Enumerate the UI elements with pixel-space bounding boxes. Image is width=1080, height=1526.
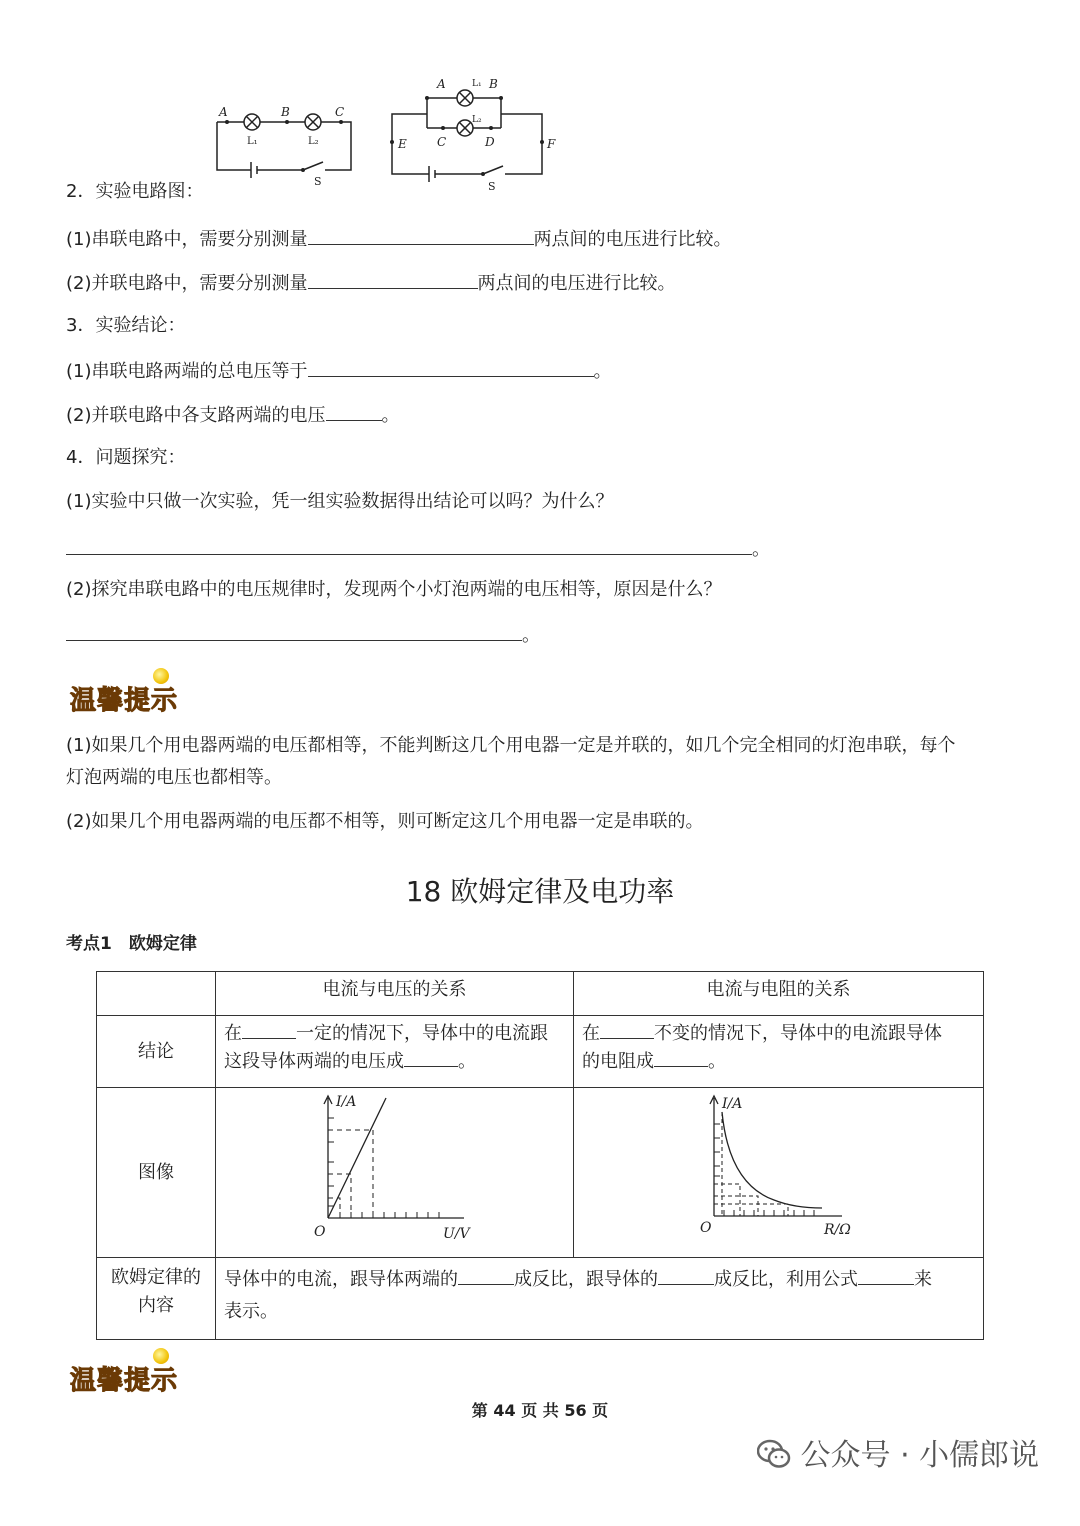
ohms-law-table (96, 971, 984, 1340)
table-header-current-voltage: 电流与电压的关系 (216, 972, 574, 1016)
answer-line-4-1: 。 (66, 536, 770, 562)
ohms-law-content-cell: 导体中的电流，跟导体两端的 成反比，跟导体的 成反比，利用公式 来 表示。 (216, 1258, 984, 1340)
graph1-x-label: U/V (443, 1226, 470, 1242)
row-label-conclusion: 结论 (97, 1016, 216, 1088)
point-f-label: F (547, 137, 556, 151)
graph2-x-label: R/Ω (824, 1222, 851, 1238)
tip-1-line-3: (2)如果几个用电器两端的电压都不相等，则可断定这几个用电器一定是串联的。 (66, 811, 704, 832)
question-2-1: (1)串联电路中，需要分别测量 两点间的电压进行比较。 (66, 226, 732, 252)
tip-1-line-2: 灯泡两端的电压也都相等。 (66, 767, 282, 788)
answer-blank[interactable] (308, 358, 594, 377)
series-circuit-diagram (205, 100, 365, 190)
tip-badge-2: 温馨提示 (70, 1356, 185, 1396)
point-c-label: C (437, 135, 447, 149)
graph-i-vs-u (216, 1088, 573, 1256)
question-2-2: (2)并联电路中，需要分别测量 两点间的电压进行比较。 (66, 270, 676, 296)
answer-blank[interactable] (404, 1048, 458, 1067)
answer-line-4-2: 。 (66, 622, 540, 648)
conclusion-voltage-cell: 在 一定的情况下，导体中的电流跟 这段导体两端的电压成 。 (216, 1016, 574, 1088)
lamp-l1-label: L₁ (247, 136, 258, 147)
section-label: 考点1 欧姆定律 (66, 934, 197, 954)
graph2-y-label: I/A (722, 1096, 743, 1112)
wechat-icon (757, 1439, 791, 1469)
table-corner (97, 972, 216, 1016)
section-4-heading: 4．问题探究： (66, 447, 186, 468)
answer-blank[interactable] (66, 536, 752, 555)
answer-blank[interactable] (308, 226, 534, 245)
answer-blank[interactable] (458, 1266, 514, 1285)
row-label-ohms-law: 欧姆定律的 内容 (97, 1258, 216, 1340)
point-b-label: B (489, 77, 498, 91)
answer-blank[interactable] (858, 1266, 914, 1285)
graph1-y-label: I/A (336, 1094, 357, 1110)
switch-label: S (314, 175, 322, 188)
conclusion-resistance-cell: 在 不变的情况下，导体中的电流跟导体 的电阻成 。 (574, 1016, 984, 1088)
question-3-2: (2)并联电路中各支路两端的电压 。 (66, 402, 400, 428)
wechat-watermark: 公众号 · 小儒郎说 (757, 1430, 1039, 1474)
graph-ir-cell (574, 1088, 984, 1258)
graph1-origin: O (314, 1224, 326, 1240)
table-header-current-resistance: 电流与电阻的关系 (574, 972, 984, 1016)
section-3-heading: 3．实验结论： (66, 315, 186, 336)
point-e-label: E (398, 137, 407, 151)
lamp-l2-label: L₂ (472, 115, 482, 125)
point-d-label: D (485, 135, 495, 149)
row-label-graph: 图像 (97, 1088, 216, 1258)
tip-badge: 温馨提示 (70, 676, 185, 716)
lamp-l1-label: L₁ (472, 79, 482, 89)
answer-blank[interactable] (66, 622, 522, 641)
parallel-circuit-diagram (385, 72, 565, 194)
point-a-label: A (219, 105, 228, 119)
chapter-title: 18 欧姆定律及电功率 (405, 875, 675, 908)
answer-blank[interactable] (308, 270, 478, 289)
answer-blank[interactable] (326, 402, 382, 421)
tip-1-line-1: (1)如果几个用电器两端的电压都相等，不能判断这几个用电器一定是并联的，如几个完全相同的灯泡串联，每个 (66, 735, 956, 756)
answer-blank[interactable] (600, 1020, 654, 1039)
point-c-label: C (335, 105, 345, 119)
question-4-1: (1)实验中只做一次实验，凭一组实验数据得出结论可以吗？为什么？ (66, 491, 614, 512)
answer-blank[interactable] (658, 1266, 714, 1285)
point-a-label: A (437, 77, 446, 91)
lamp-l2-label: L₂ (308, 136, 319, 147)
graph2-origin: O (700, 1220, 712, 1236)
page-footer: 第 44 页 共 56 页 (471, 1401, 609, 1420)
graph-iu-cell (216, 1088, 574, 1258)
answer-blank[interactable] (654, 1048, 708, 1067)
switch-label: S (488, 180, 496, 193)
question-4-2: (2)探究串联电路中的电压规律时，发现两个小灯泡两端的电压相等，原因是什么？ (66, 579, 722, 600)
answer-blank[interactable] (242, 1020, 296, 1039)
point-b-label: B (281, 105, 290, 119)
question-3-1: (1)串联电路两端的总电压等于 。 (66, 358, 612, 384)
section-2-heading: 2．实验电路图： (66, 181, 204, 202)
graph-i-vs-r (574, 1088, 983, 1256)
